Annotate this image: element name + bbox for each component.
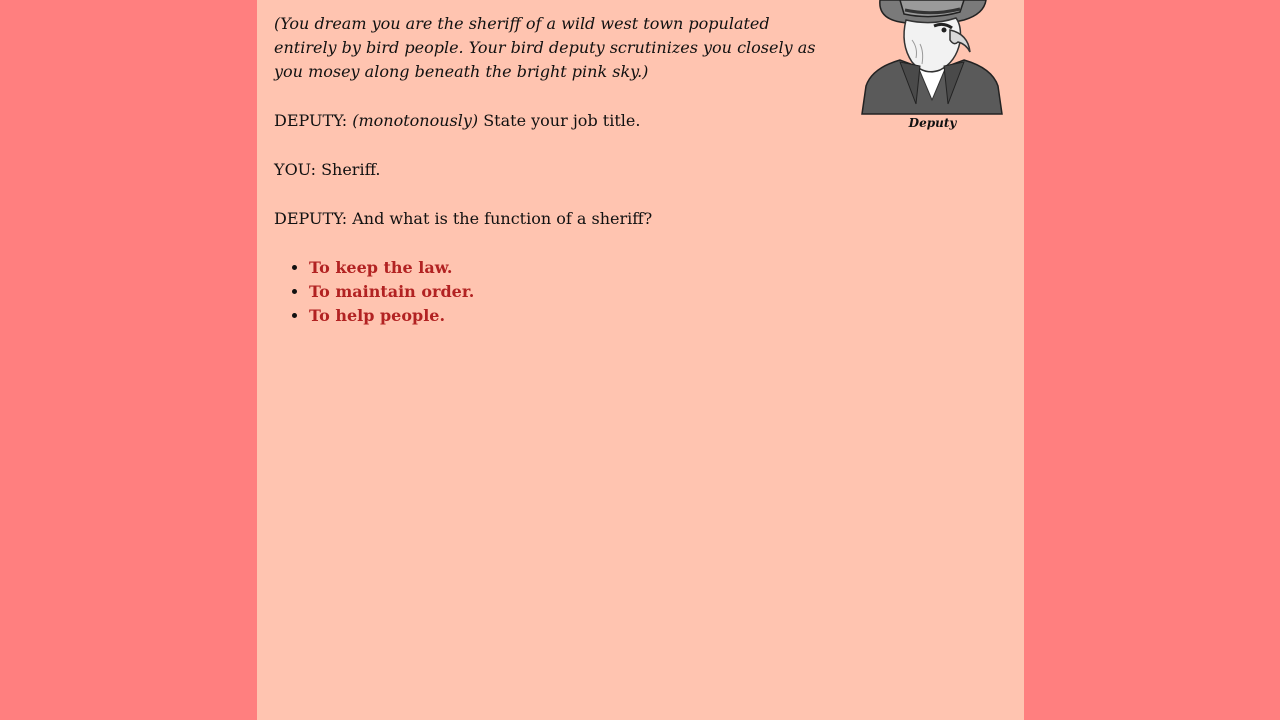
dialogue-line-deputy-2: DEPUTY: And what is the function of a sheriff? (274, 209, 653, 228)
choice-help-people-link[interactable]: To help people. (309, 306, 446, 325)
story-column (257, 0, 1024, 720)
bird-deputy-portrait-icon (860, 0, 1005, 135)
choice-item (309, 304, 829, 328)
choice-list (274, 256, 829, 328)
speaker-label: DEPUTY: (274, 111, 348, 130)
dialogue-text: State your job title. (483, 111, 641, 130)
choice-keep-the-law-link[interactable]: To keep the law. (309, 258, 453, 277)
choice-maintain-order-link[interactable]: To maintain order. (309, 282, 475, 301)
portrait-caption: Deputy (908, 116, 957, 130)
narration-text: (You dream you are the sheriff of a wild west town populated entirely by bird people. Your bird deputy scrutinizes you closely as you mosey along beneath the bright pink sky.) (274, 14, 816, 81)
story-text (274, 12, 829, 328)
choice-item (309, 256, 829, 280)
stage-direction: (monotonously) (352, 111, 479, 130)
dialogue-line-you: YOU: Sheriff. (274, 160, 381, 179)
choice-item (309, 280, 829, 304)
dialogue-line-deputy-1 (274, 109, 829, 133)
